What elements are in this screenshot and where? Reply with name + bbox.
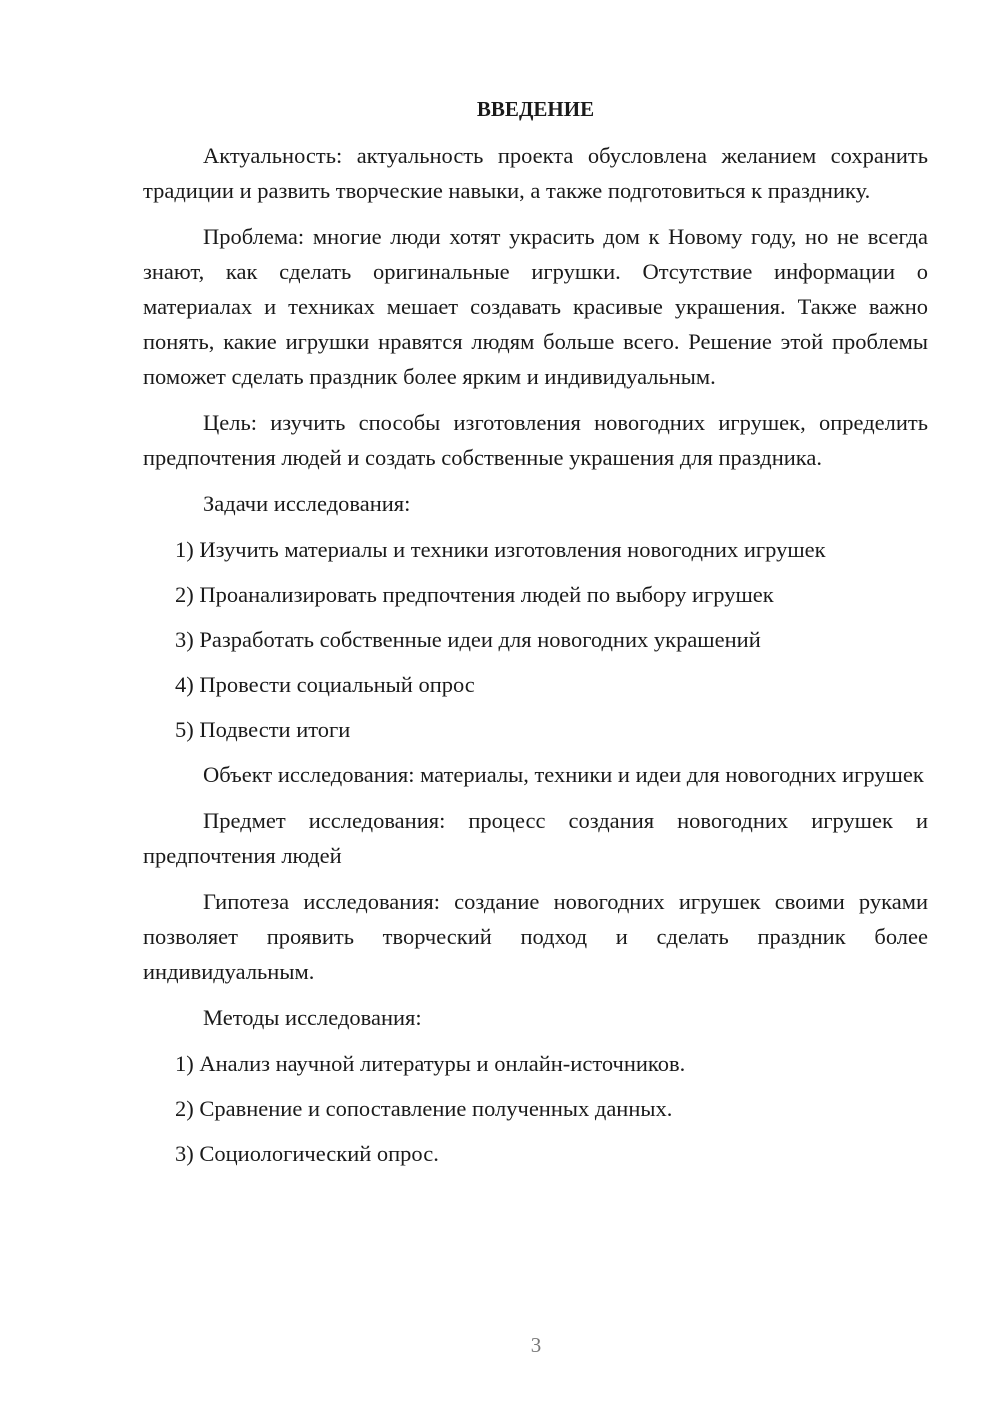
- list-item: 3) Социологический опрос.: [175, 1141, 439, 1166]
- list-item: 2) Сравнение и сопоставление полученных данных.: [175, 1096, 673, 1121]
- list-item: 1) Анализ научной литературы и онлайн-источников.: [175, 1051, 686, 1076]
- list-item: 4) Провести социальный опрос: [175, 672, 475, 697]
- list-item: 5) Подвести итоги: [175, 717, 351, 742]
- relevance-paragraph: Актуальность: актуальность проекта обусловлена желанием сохранить традиции и развить творческие навыки, а также подготовиться к празднику.: [143, 143, 928, 203]
- methods-label: Методы исследования:: [203, 1005, 422, 1030]
- object-paragraph: Объект исследования: материалы, техники и идеи для новогодних игрушек: [203, 762, 924, 787]
- goal-paragraph: Цель: изучить способы изготовления новогодних игрушек, определить предпочтения людей и создать собственные украшения для праздника.: [143, 410, 928, 470]
- section-title: ВВЕДЕНИЕ: [476, 97, 595, 121]
- page-content: [143, 92, 928, 1181]
- methods-list: [143, 1046, 928, 1171]
- problem-paragraph: Проблема: многие люди хотят украсить дом к Новому году, но не всегда знают, как сделать оригинальные игрушки. Отсутствие информации о материалах и техниках мешает создавать красивые украшения. Также важно понять, какие игрушки нравятся людям больше всего. Решение этой проблемы поможет сделать праздник более ярким и индивидуальным.: [143, 224, 928, 389]
- list-item: 1) Изучить материалы и техники изготовления новогодних игрушек: [175, 537, 826, 562]
- hypothesis-paragraph: Гипотеза исследования: создание новогодних игрушек своими руками позволяет проявить творческий подход и сделать праздник более индивидуальным.: [143, 889, 928, 984]
- page-number: 3: [530, 1333, 542, 1357]
- tasks-label: Задачи исследования:: [203, 491, 411, 516]
- list-item: 3) Разработать собственные идеи для новогодних украшений: [175, 627, 761, 652]
- list-item: 2) Проанализировать предпочтения людей по выбору игрушек: [175, 582, 774, 607]
- subject-paragraph: Предмет исследования: процесс создания новогодних игрушек и предпочтения людей: [143, 808, 928, 868]
- tasks-list: [143, 532, 928, 747]
